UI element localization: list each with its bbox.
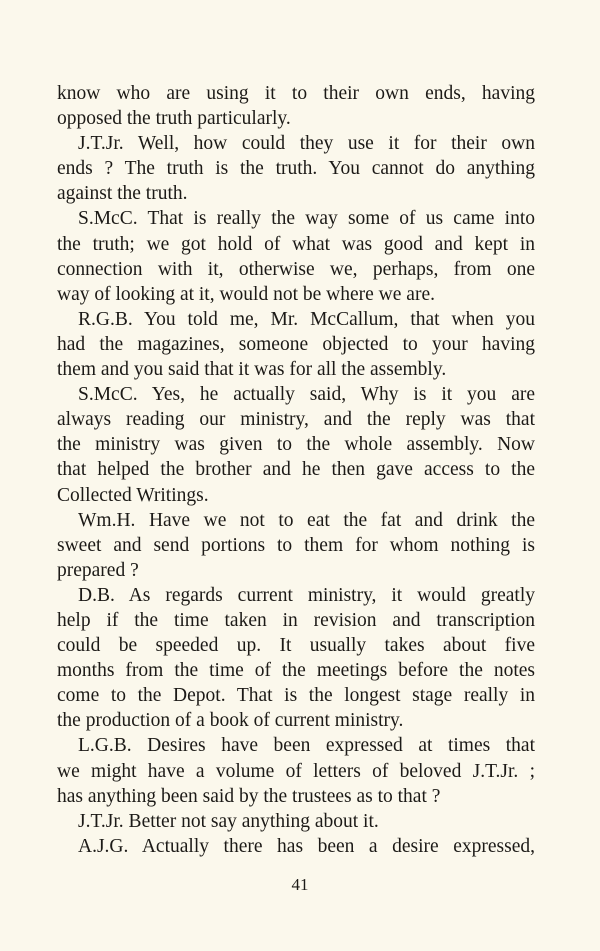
text-line: A.J.G. Actually there has been a desire expressed, — [78, 835, 535, 857]
text-line: J.T.Jr. Well, how could they use it for their own — [78, 133, 535, 155]
text-line: R.G.B. You told me, Mr. McCallum, that when you — [78, 308, 535, 330]
text-line: come to the Depot. That is the longest stage really in — [57, 685, 535, 707]
text-line: the production of a book of current ministry. — [57, 710, 404, 732]
paragraph — [57, 809, 535, 834]
paragraph — [57, 834, 535, 859]
text-line: J.T.Jr. Better not say anything about it. — [78, 810, 379, 832]
text-line: against the truth. — [57, 183, 188, 205]
text-line: ends ? The truth is the truth. You cannot do anything — [57, 158, 535, 180]
paragraph — [57, 206, 535, 306]
text-line: the truth; we got hold of what was good and kept in — [57, 233, 535, 255]
text-line: Collected Writings. — [57, 484, 209, 506]
text-line: S.McC. That is really the way some of us came into — [78, 208, 535, 230]
page-body-text — [57, 81, 535, 859]
text-line: we might have a volume of letters of beloved J.T.Jr. ; — [57, 760, 535, 782]
page-number: 41 — [291, 875, 309, 894]
text-line: them and you said that it was for all the assembly. — [57, 359, 447, 381]
text-line: help if the time taken in revision and transcription — [57, 609, 535, 631]
text-line: prepared ? — [57, 559, 139, 581]
text-line: has anything been said by the trustees as to that ? — [57, 785, 441, 807]
text-line: had the magazines, someone objected to your having — [57, 333, 535, 355]
text-line: always reading our ministry, and the reply was that — [57, 409, 535, 431]
paragraph — [57, 733, 535, 808]
paragraph — [57, 307, 535, 382]
paragraph — [57, 508, 535, 583]
text-line: D.B. As regards current ministry, it would greatly — [78, 584, 535, 606]
paragraph — [57, 131, 535, 206]
text-line: opposed the truth particularly. — [57, 108, 291, 130]
text-line: L.G.B. Desires have been expressed at times that — [78, 735, 535, 757]
text-line: Wm.H. Have we not to eat the fat and drink the — [78, 509, 535, 531]
text-line: way of looking at it, would not be where we are. — [57, 283, 435, 305]
paragraph — [57, 583, 535, 734]
paragraph — [57, 382, 535, 507]
text-line: could be speeded up. It usually takes about five — [57, 635, 535, 657]
text-line: the ministry was given to the whole assembly. Now — [57, 434, 535, 456]
text-line: S.McC. Yes, he actually said, Why is it you are — [78, 384, 535, 406]
text-line: that helped the brother and he then gave access to the — [57, 459, 535, 481]
text-line: sweet and send portions to them for whom nothing is — [57, 534, 535, 556]
text-line: months from the time of the meetings before the notes — [57, 660, 535, 682]
text-line: know who are using it to their own ends, having — [57, 83, 535, 104]
text-line: connection with it, otherwise we, perhaps, from one — [57, 258, 535, 280]
paragraph — [57, 81, 535, 131]
